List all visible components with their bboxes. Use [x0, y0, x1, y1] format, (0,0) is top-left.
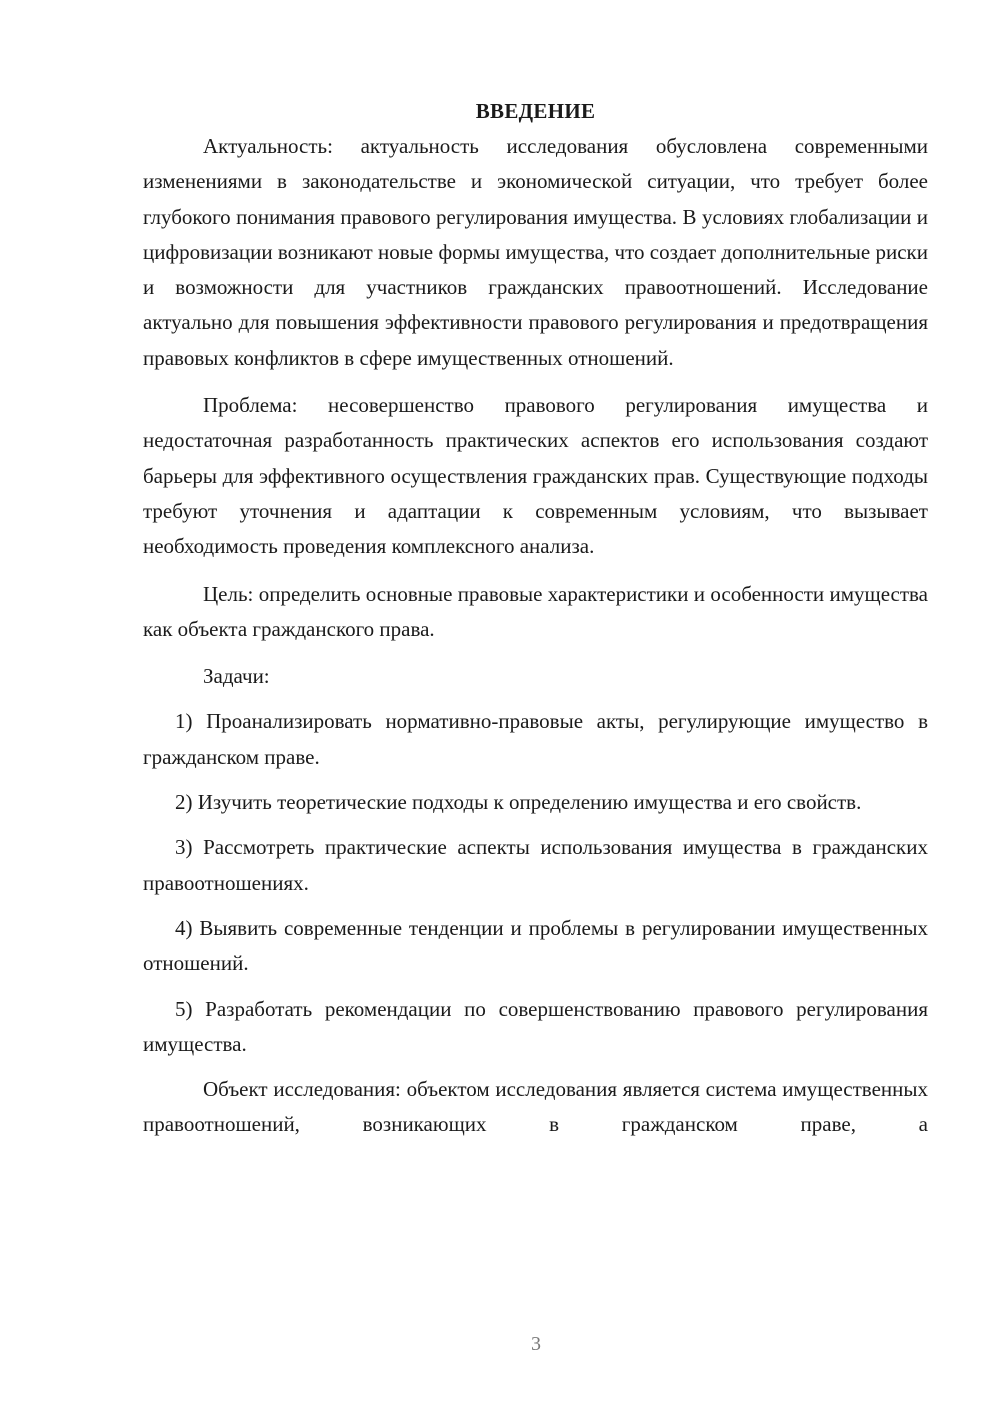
- tasks-heading: Задачи:: [203, 664, 270, 689]
- task-item: 3) Рассмотреть практические аспекты использования имущества в гражданских правоотношениях.: [143, 835, 928, 895]
- section-title: ВВЕДЕНИЕ: [475, 99, 596, 123]
- page-content: [143, 95, 928, 1143]
- relevance-paragraph: Актуальность: актуальность исследования обусловлена современными изменениями в законодательстве и экономической ситуации, что требует более глубокого понимания правового регулирования имущества. В условиях глобализации и цифровизации возникают новые формы имущества, что создает дополнительные риски и возможности для участников гражданских правоотношений. Исследование актуально для повышения эффективности правового регулирования и предотвращения правовых конфликтов в сфере имущественных отношений.: [143, 134, 928, 370]
- task-item: 4) Выявить современные тенденции и проблемы в регулировании имущественных отношений.: [143, 915, 928, 976]
- object-paragraph: Объект исследования: объектом исследования является система имущественных правоотношений, возникающих в гражданском праве, а: [143, 1077, 928, 1137]
- goal-paragraph: Цель: определить основные правовые характеристики и особенности имущества как объекта гражданского права.: [143, 581, 928, 641]
- task-item: 1) Проанализировать нормативно-правовые акты, регулирующие имущество в гражданском праве.: [143, 709, 928, 769]
- page-number: 3: [531, 1333, 541, 1355]
- task-item: 5) Разработать рекомендации по совершенствованию правового регулирования имущества.: [143, 996, 928, 1056]
- problem-paragraph: Проблема: несовершенство правового регулирования имущества и недостаточная разработанность практических аспектов его использования создают барьеры для эффективного осуществления гражданских прав. Существующие подходы требуют уточнения и адаптации к современным условиям, что вызывает необходимость проведения комплексного анализа.: [143, 393, 928, 559]
- task-item: 2) Изучить теоретические подходы к определению имущества и его свойств.: [175, 790, 862, 815]
